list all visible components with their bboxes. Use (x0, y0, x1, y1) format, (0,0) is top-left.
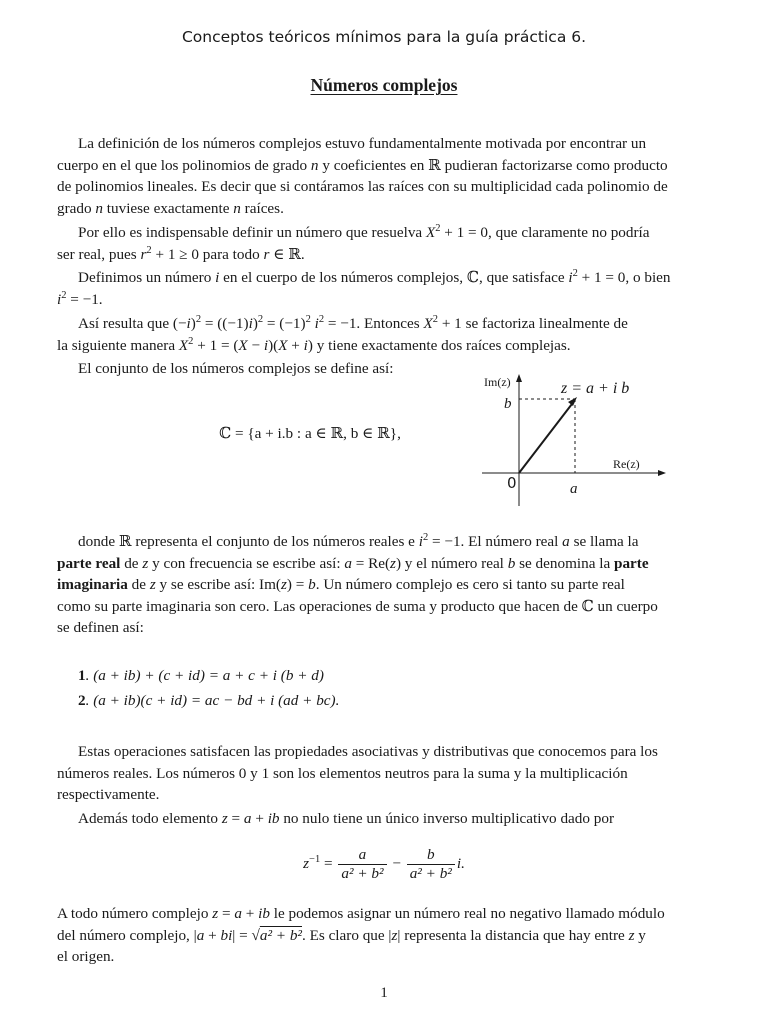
page-number: 1 (380, 984, 388, 1001)
label-a: a (570, 481, 578, 497)
complex-plane-diagram (478, 362, 678, 512)
vector-z-arrowhead (568, 397, 577, 406)
text-line: Estas operaciones satisfacen las propiedades asociativas y distributivas que conocemos para los (78, 743, 658, 760)
text-line: El conjunto de los números complejos se define así: (78, 360, 394, 377)
label-b: b (504, 396, 512, 412)
paragraph-imaginary-unit (57, 267, 715, 310)
text-line: parte real de z y con frecuencia se escribe así: a = Re(z) y el número real b se denomina la parte (57, 554, 649, 572)
real-axis-arrowhead (658, 470, 666, 476)
text-line: Por ello es indispensable definir un número que resuelva $X^2 + 1 = 0$, que claramente no podría (78, 222, 650, 241)
text-line: de polinomios lineales. Es decir que si contáramos las raíces con su multiplicidad cada polinomio de (57, 178, 668, 195)
text-line: ser real, pues $r^2 + 1 \ge 0$ para todo r ∈ ℝ. (57, 244, 305, 263)
text-line: del número complejo, |a + bi| = √a² + b². Es claro que |z| representa la distancia que hay entre z y (57, 926, 646, 944)
inverse-formula: $z^{-1}$ = $\frac{a}{\text{a² + b²}}$ − $\frac{b}{\text{a² + b²}}$ i. (303, 846, 465, 882)
text-line: donde ℝ representa el conjunto de los números reales e $i^2 = -1$. El número real a se llama la (78, 531, 639, 550)
text-line: $i^2 = -1$. (57, 289, 103, 308)
label-z-equation: z = a + i b (561, 380, 630, 397)
text-line: cuerpo en el que los polinomios de grado n y coeficientes en ℝ pudieran factorizarse como producto (57, 156, 668, 174)
paragraph-properties (57, 741, 715, 806)
text-line: la siguiente manera $X^2 + 1 = (X - i)(X + i)$ y tiene exactamente dos raíces complejas. (57, 335, 571, 354)
paragraph-motivation (57, 222, 715, 265)
section-title-text: Números complejos (310, 75, 458, 95)
label-im-axis: Im(z) (484, 375, 511, 389)
text-line: números reales. Los números 0 y 1 son los elementos neutros para la suma y la multiplicación (57, 764, 628, 782)
paragraph-factorization (57, 313, 715, 356)
paragraph-set-intro (57, 358, 437, 380)
text-line: Así resulta que $(-i)^2 = ((-1)i)^2 = (-1)^2$ $i^2 = -1$. Entonces $X^2 + 1$ se factoriza linealmente de (78, 313, 628, 332)
text-line: respectivamente. (57, 786, 160, 803)
text-line: grado n tuviese exactamente n raíces. (57, 199, 284, 217)
imaginary-axis-arrowhead (516, 374, 522, 382)
text-line: La definición de los números complejos estuvo fundamentalmente motivada por encontrar un (78, 135, 647, 152)
text-line: Además todo elemento z = a + ib no nulo tiene un único inverso multiplicativo dado por (78, 810, 615, 827)
paragraph-inverse-intro (57, 808, 715, 830)
paragraph-definition (57, 133, 715, 219)
set-definition-equation: ℂ = {a + i.b : a ∈ ℝ, b ∈ ℝ}, (219, 425, 401, 442)
label-re-axis: Re(z) (613, 457, 640, 471)
label-origin: 0 (507, 474, 517, 492)
text-line: el origen. (57, 948, 115, 965)
paragraph-modulus (57, 903, 715, 968)
document-header: Conceptos teóricos mínimos para la guía práctica 6. (181, 28, 587, 46)
list-item-product: 2. (a + ib)(c + id) = ac − bd + i (ad + bc). (78, 692, 340, 709)
vector-z (519, 400, 575, 473)
text-line: como su parte imaginaria son cero. Las operaciones de suma y producto que hacen de ℂ un cuerpo (57, 597, 658, 615)
text-line: Definimos un número i en el cuerpo de los números complejos, ℂ, que satisface $i^2 + 1 = 0$, o bien (78, 267, 671, 286)
list-item-sum: 1. (a + ib) + (c + id) = a + c + i (b + d) (78, 667, 324, 684)
text-line: imaginaria de z y se escribe así: Im(z) = b. Un número complejo es cero si tanto su parte real (57, 576, 625, 593)
text-line: A todo número complejo z = a + ib le podemos asignar un número real no negativo llamado módulo (57, 905, 665, 922)
paragraph-real-imag-parts (57, 531, 715, 639)
text-line: se definen así: (57, 619, 144, 636)
section-title (0, 75, 768, 97)
